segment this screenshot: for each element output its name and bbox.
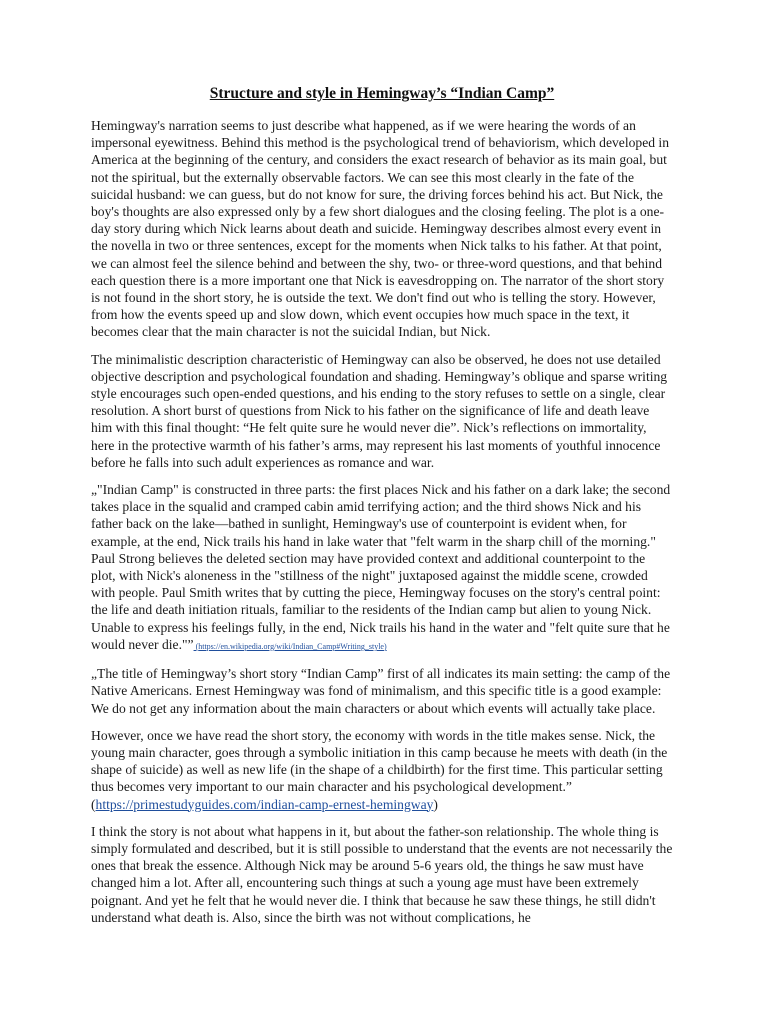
- paragraph-initiation: [91, 727, 673, 813]
- paragraph-text: Hemingway's narration seems to just describe what happened, as if we were hearing the words of an impersonal eyewitness. Behind this method is the psychological trend of behaviorism, which developed in America at the beginning of the century, and considers the exact research of behavior as its main goal, but not the spiritual, but the externally observable factors. We can see this most clearly in the fate of the suicidal husband: we can guess, but do not know for sure, the driving forces behind his act. But Nick, the boy's thoughts are also expressed only by a few short dialogues and the closing feeling. The plot is a one-day story during which Nick learns about death and suicide. Hemingway describes almost every event in the novella in two or three sentences, except for the moments when Nick talks to his father. At that point, we can almost feel the silence behind and between the shy, two- or three-word questions, and that behind each question there is a more important one that Nick is eavesdropping on. The narrator of the short story is not found in the short story, he is outside the text. We don't find out who is telling the story. However, from how the events speed up and slow down, which event occupies how much space in the text, it becomes clear that the main character is not the suicidal Indian, but Nick.: [91, 118, 669, 340]
- document-body: [91, 84, 673, 936]
- citation-close: ): [433, 796, 438, 812]
- paragraph-father-son: [91, 823, 673, 926]
- paragraph-text: The minimalistic description characteristic of Hemingway can also be observed, he does not use detailed objective description and psychological foundation and shading. Hemingway’s oblique and sparse writing style encourages such open-ended questions, and his ending to the story refuses to settle on a single, clear resolution. A short burst of questions from Nick to his father on the significance of life and death leave him with this final thought: “He felt quite sure he would never die”. Nick’s reflections on immortality, here in the protective warmth of his father’s arms, may represent his last moments of youthful innocence before he falls into such adult experiences as romance and war.: [91, 351, 668, 470]
- paragraph-text: I think the story is not about what happens in it, but about the father-son relationship. The whole thing is simply formulated and described, but it is still possible to understand that the events are not necessarily the ones that break the essence. Although Nick may be around 5-6 years old, the things he saw must have changed him a lot. After all, encountering such things at such a young age must have been extremely poignant. And yet he felt that he would never die. I think that because he saw these things, he still didn't understand what death is. Also, since the birth was not without complications, he: [91, 823, 673, 925]
- paragraph-structure-quote: [91, 481, 673, 655]
- primestudyguides-source-link[interactable]: https://primestudyguides.com/indian-camp-ernest-hemingway: [95, 796, 434, 812]
- citation-close: ): [383, 641, 387, 651]
- paragraph-title-meaning: [91, 665, 673, 717]
- paragraph-text: However, once we have read the short story, the economy with words in the title makes sense. Nick, the young main character, goes through a symbolic initiation in this camp because he meets with death (in the shape of suicide) as well as new life (in the shape of a childbirth) for the first time. This particular setting thus becomes very important to our main character and his psychological development.” (: [91, 727, 668, 812]
- paragraph-minimalism: [91, 351, 673, 471]
- document-title: Structure and style in Hemingway’s “Indian Camp”: [209, 85, 555, 102]
- paragraph-text: „The title of Hemingway’s short story “Indian Camp” first of all indicates its main setting: the camp of the Native Americans. Ernest Hemingway was fond of minimalism, and this specific title is a good example: We do not get any information about the main characters or about which events will actually take place.: [91, 666, 671, 716]
- wikipedia-source-link[interactable]: https://en.wikipedia.org/wiki/Indian_Camp#Writing_style: [198, 641, 384, 651]
- paragraph-behaviorism: [91, 117, 673, 341]
- citation-open: (: [193, 641, 199, 651]
- paragraph-text: „"Indian Camp" is constructed in three parts: the first places Nick and his father on a dark lake; the second takes place in the squalid and cramped cabin amid terrifying action; and the third shows Nick and his father back on the lake—bathed in sunlight, Hemingway's use of counterpoint is evident when, for example, at the end, Nick trails his hand in lake water that "felt warm in the sharp chill of the morning." Paul Strong believes the deleted section may have provided context and additional counterpoint to the plot, with Nick's aloneness in the "stillness of the night" juxtaposed against the middle scene, crowded with people. Paul Smith writes that by cutting the piece, Hemingway focuses on the story's central point: the life and death initiation rituals, familiar to the residents of the Indian camp but alien to young Nick. Unable to express his feelings fully, in the end, Nick trails his hand in the water and "felt quite sure that he would never die."”: [91, 482, 671, 652]
